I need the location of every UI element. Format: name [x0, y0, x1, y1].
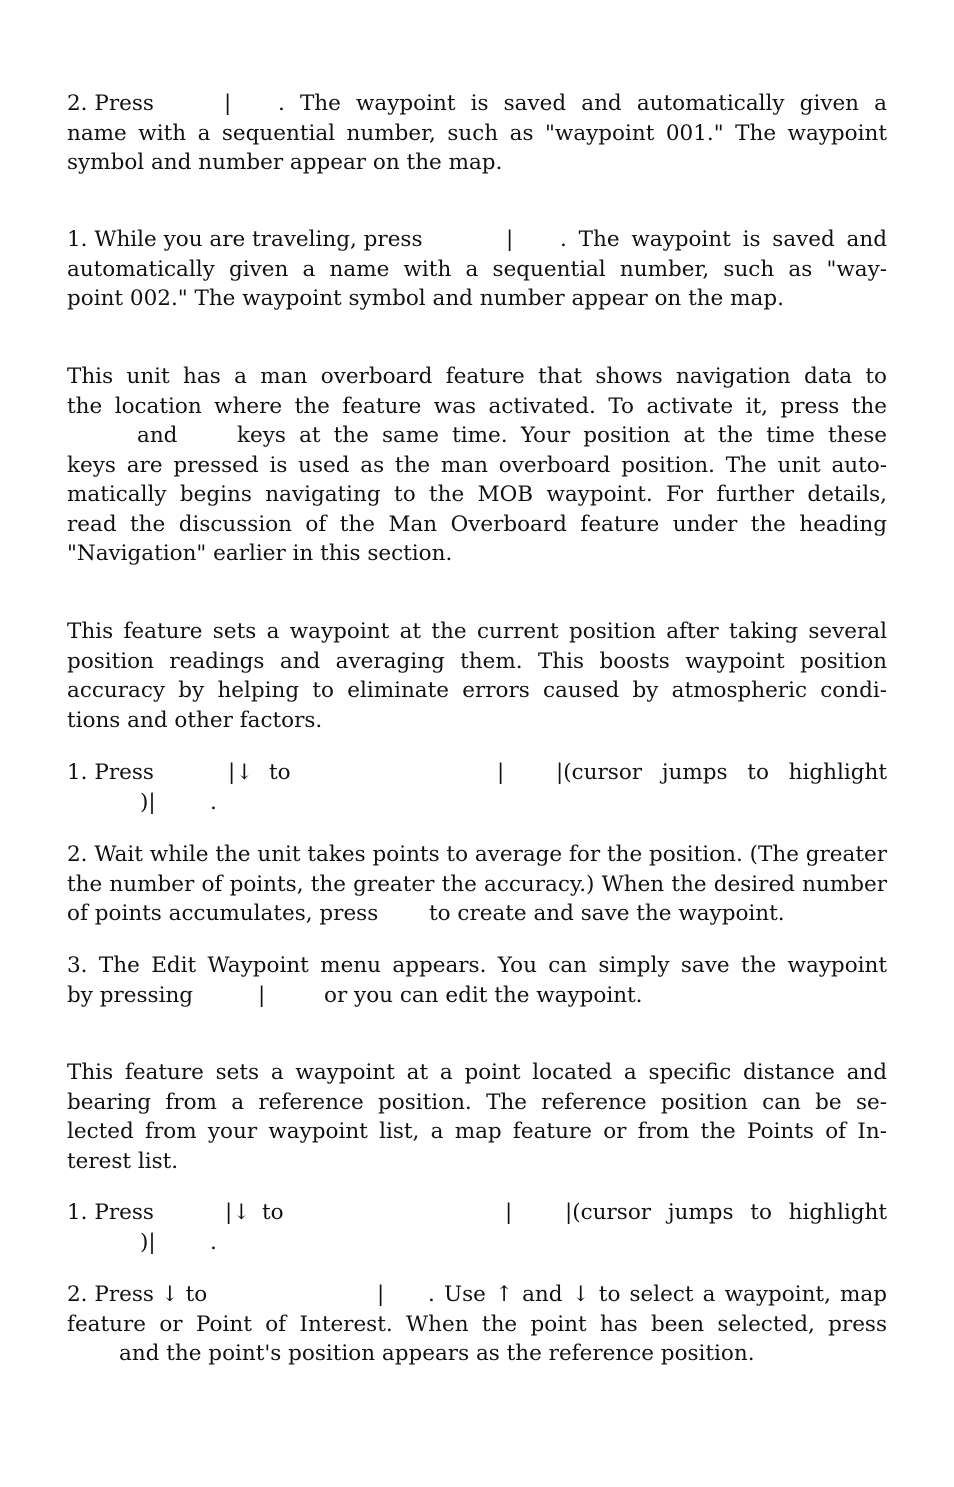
text-line: [67, 89, 887, 119]
text: 2. Press ↓ to: [67, 1282, 208, 1307]
text-wrap: [556, 758, 887, 788]
text: 2. Press: [67, 91, 154, 116]
text-line: keys are pressed is used as the man overboard position. The unit auto-: [67, 452, 887, 478]
text-line: [67, 1228, 887, 1258]
text-line: the number of points, the greater the accuracy.) When the desired number: [67, 871, 887, 897]
text-line: feature or Point of Interest. When the point has been selected, press: [67, 1311, 887, 1337]
text: .: [210, 789, 217, 815]
separator: |: [258, 982, 266, 1008]
text: 1. Press: [67, 1200, 154, 1225]
text-line: This feature sets a waypoint at the current position after taking several: [67, 619, 887, 644]
text-line: lected from your waypoint list, a map feature or from the Points of In-: [67, 1119, 887, 1144]
text-line: bearing from a reference position. The reference position can be se-: [67, 1089, 887, 1115]
text: . Use ↑ and ↓ to select a waypoint, map: [428, 1282, 887, 1307]
project-step-2: [67, 1280, 887, 1369]
separator: |: [224, 91, 232, 116]
text: 1. Press: [67, 760, 154, 785]
text-line: This feature sets a waypoint at a point located a specific distance and: [67, 1060, 887, 1085]
text-line: matically begins navigating to the MOB waypoint. For further details,: [67, 482, 887, 507]
text: to create and save the waypoint.: [429, 901, 785, 926]
text-line: "Navigation" earlier in this section.: [67, 541, 453, 566]
average-step-1: [67, 758, 887, 817]
average-waypoint-paragraph: [67, 617, 887, 735]
text-line: [67, 758, 887, 788]
separator: |: [505, 1200, 513, 1225]
text: )|: [140, 1229, 156, 1255]
average-step-3: [67, 951, 887, 1010]
text: and: [137, 423, 178, 448]
project-waypoint-paragraph: [67, 1058, 887, 1176]
average-step-2: [67, 840, 887, 929]
project-step-1: [67, 1198, 887, 1257]
text: . The waypoint is saved and: [560, 227, 887, 252]
text-line: terest list.: [67, 1148, 179, 1174]
text-line: the location where the feature was activated. To activate it, press the: [67, 393, 887, 419]
step-save-waypoint: [67, 89, 887, 178]
text: by pressing: [67, 982, 194, 1008]
text-line: read the discussion of the Man Overboard feature under the heading: [67, 511, 887, 537]
text-wrap: [237, 421, 887, 451]
text: or you can edit the waypoint.: [324, 982, 643, 1008]
text: 1. While you are traveling, press: [67, 227, 423, 252]
step-save-while-traveling: [67, 225, 887, 314]
text-wrap: [278, 89, 887, 119]
text-line: [67, 1339, 887, 1369]
text-wrap: [560, 225, 887, 255]
text: )|: [140, 789, 156, 815]
separator: |: [377, 1282, 385, 1307]
separator: |: [497, 760, 505, 785]
text-line: tions and other factors.: [67, 707, 323, 733]
text-line: point 002." The waypoint symbol and number appear on the map.: [67, 286, 784, 311]
text-line: accuracy by helping to eliminate errors caused by atmospheric condi-: [67, 678, 887, 703]
separator: |: [506, 227, 514, 252]
text-line: [67, 421, 887, 451]
text: |↓: [225, 1200, 251, 1225]
text-line: automatically given a name with a sequential number, such as "way-: [67, 256, 887, 282]
text: |(cursor jumps to highlight: [565, 1200, 887, 1225]
text-line: [67, 899, 887, 929]
man-overboard-paragraph: [67, 362, 887, 569]
text: . The waypoint is saved and automatically given a: [278, 91, 887, 116]
text-line: [67, 1198, 887, 1228]
text-line: name with a sequential number, such as "waypoint 001." The waypoint: [67, 120, 887, 146]
justified: [278, 89, 887, 119]
text: keys at the same time. Your position at the time these: [237, 423, 887, 448]
text-line: 2. Wait while the unit takes points to average for the position. (The greater: [67, 842, 887, 867]
text-line: position readings and averaging them. This boosts waypoint position: [67, 648, 887, 674]
text: |↓: [228, 760, 254, 785]
text-line: 3. The Edit Waypoint menu appears. You can simply save the waypoint: [67, 953, 887, 978]
text-wrap: [428, 1280, 887, 1310]
text-line: [67, 1280, 887, 1310]
text-line: [67, 981, 887, 1011]
text: of points accumulates, press: [67, 901, 379, 926]
text-line: symbol and number appear on the map.: [67, 150, 503, 175]
text-line: [67, 225, 887, 255]
text: and the point's position appears as the reference position.: [119, 1341, 755, 1366]
text-wrap: [565, 1198, 887, 1228]
text: to: [262, 1200, 284, 1225]
text: to: [269, 760, 291, 785]
text: .: [210, 1229, 217, 1255]
text-line: [67, 788, 887, 818]
text: |(cursor jumps to highlight: [556, 760, 887, 785]
text-line: This unit has a man overboard feature that shows navigation data to: [67, 364, 887, 389]
